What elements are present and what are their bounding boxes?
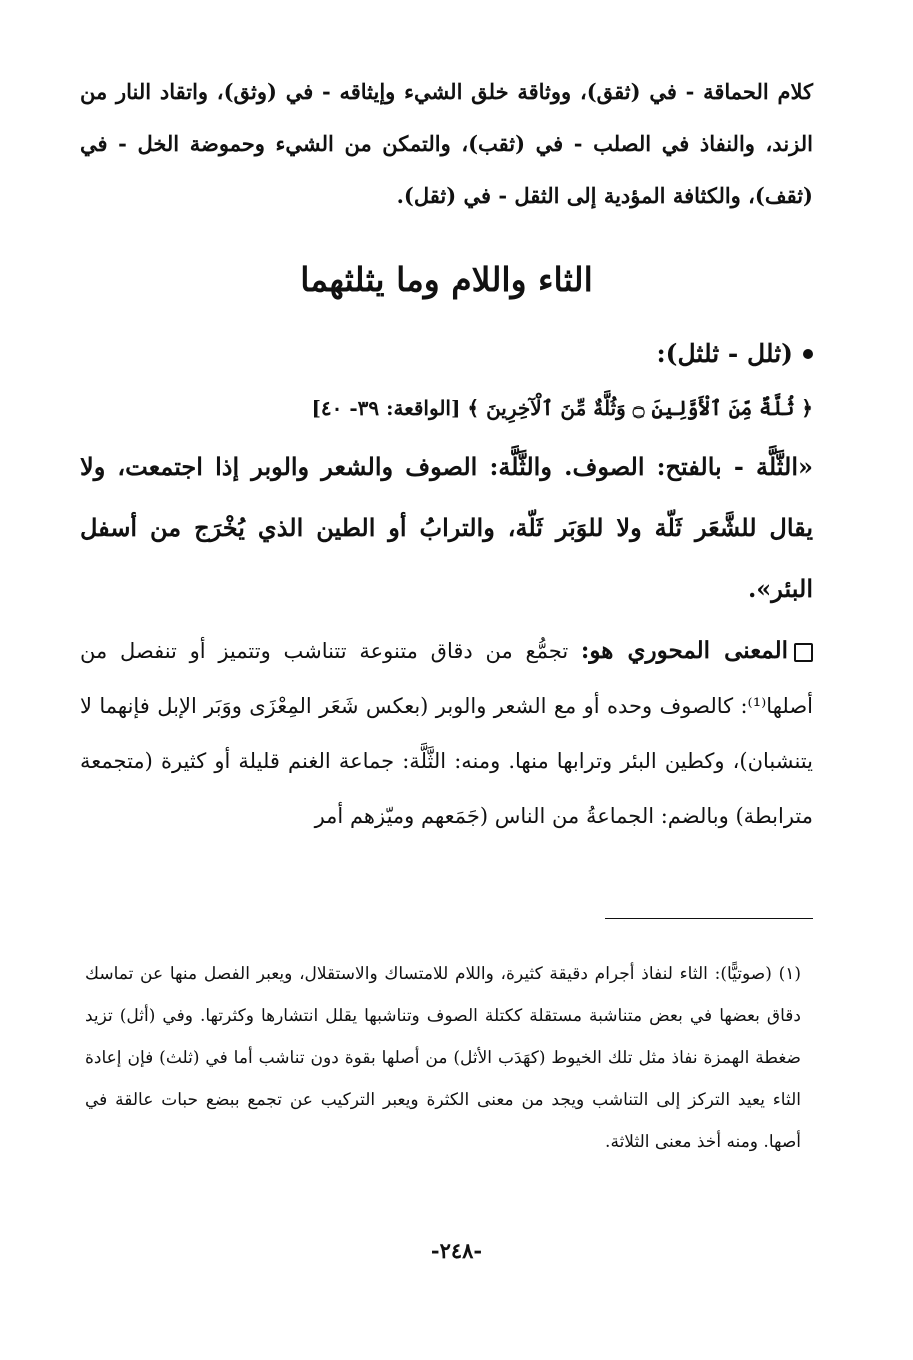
- definition-paragraph: «الثَّلَّة - بالفتح: الصوف. والثَّلَّة: الصوف والشعر والوبر إذا اجتمعت، ولا يقال للشَّعَر ثَلّة ولا للوَبَر ثَلّة، والترابُ أو الطين الذي يُخْرَج من أسفل البئر».: [80, 452, 813, 603]
- bullet-icon: [803, 349, 813, 359]
- entry-heading-row: [80, 332, 813, 376]
- section-heading: الثاء واللام وما يثلثهما: [300, 260, 593, 299]
- core-meaning-label: المعنى المحوري هو:: [580, 637, 788, 664]
- core-meaning-text: تجمُّع من دقاق متنوعة تتناشب وتتميز أو تنفصل من أصلها⁽¹⁾: كالصوف وحده أو مع الشعر والوبر (بعكس شَعَر المِعْزَى ووَبَر الإبل فإنهما لا يتنشبان)، وكطين البئر وترابها منها. ومنه: الثَّلَّة: جماعة الغنم قليلة أو كثيرة (متجمعة مترابطة) وبالضم: الجماعةُ من الناس (جَمَعهم وميّزهم أمر: [80, 639, 813, 828]
- square-box-icon: [794, 643, 813, 662]
- footnote: (١) (صوتيًّا): الثاء لنفاذ أجرام دقيقة كثيرة، واللام للامتساك والاستقلال، ويعبر الفصل منها عن تماسك دقاق بعضها في بعض متناشبة مستقلة ككتلة الصوف وتناشبها يقلل انتشارها وكثرتها. وفي (أثل) تزيد ضغطة الهمزة نفاذ مثل تلك الخيوط (كهَدَب الأثل) من أصلها بقوة دون تناشب أما في (ثلث) فإن إعادة الثاء يعيد التركز إلى التناشب ويجد من معنى الكثرة ويعبر التركيب عن تجمع ببضع حبات عالقة في أصها. ومنه أخذ معنى الثلاثة.: [85, 964, 801, 1152]
- entry-heading: (ثلل - ثلثل):: [656, 339, 793, 368]
- quran-verse: ﴿ ثُلَّةٌ مِّنَ ٱلْأَوَّلِينَ ۝ وَثُلَّةٌ مِّنَ ٱلْآخِرِينَ ﴾ [الواقعة: ٣٩- ٤٠]: [311, 396, 813, 420]
- page-number: -٢٤٨-: [430, 1238, 483, 1263]
- footnote-divider: [605, 918, 813, 919]
- page-body: [80, 66, 813, 844]
- intro-paragraph: كلام الحماقة - في (ثقق)، ووثاقة خلق الشيء وإيثاقه - في (وثق)، واتقاد النار من الزند، والنفاذ في الصلب - في (ثقب)، والتمكن من الشيء وحموضة الخل - في (ثقف)، والكثافة المؤدية إلى الثقل - في (ثقل).: [80, 79, 813, 208]
- core-meaning-paragraph: [80, 623, 813, 844]
